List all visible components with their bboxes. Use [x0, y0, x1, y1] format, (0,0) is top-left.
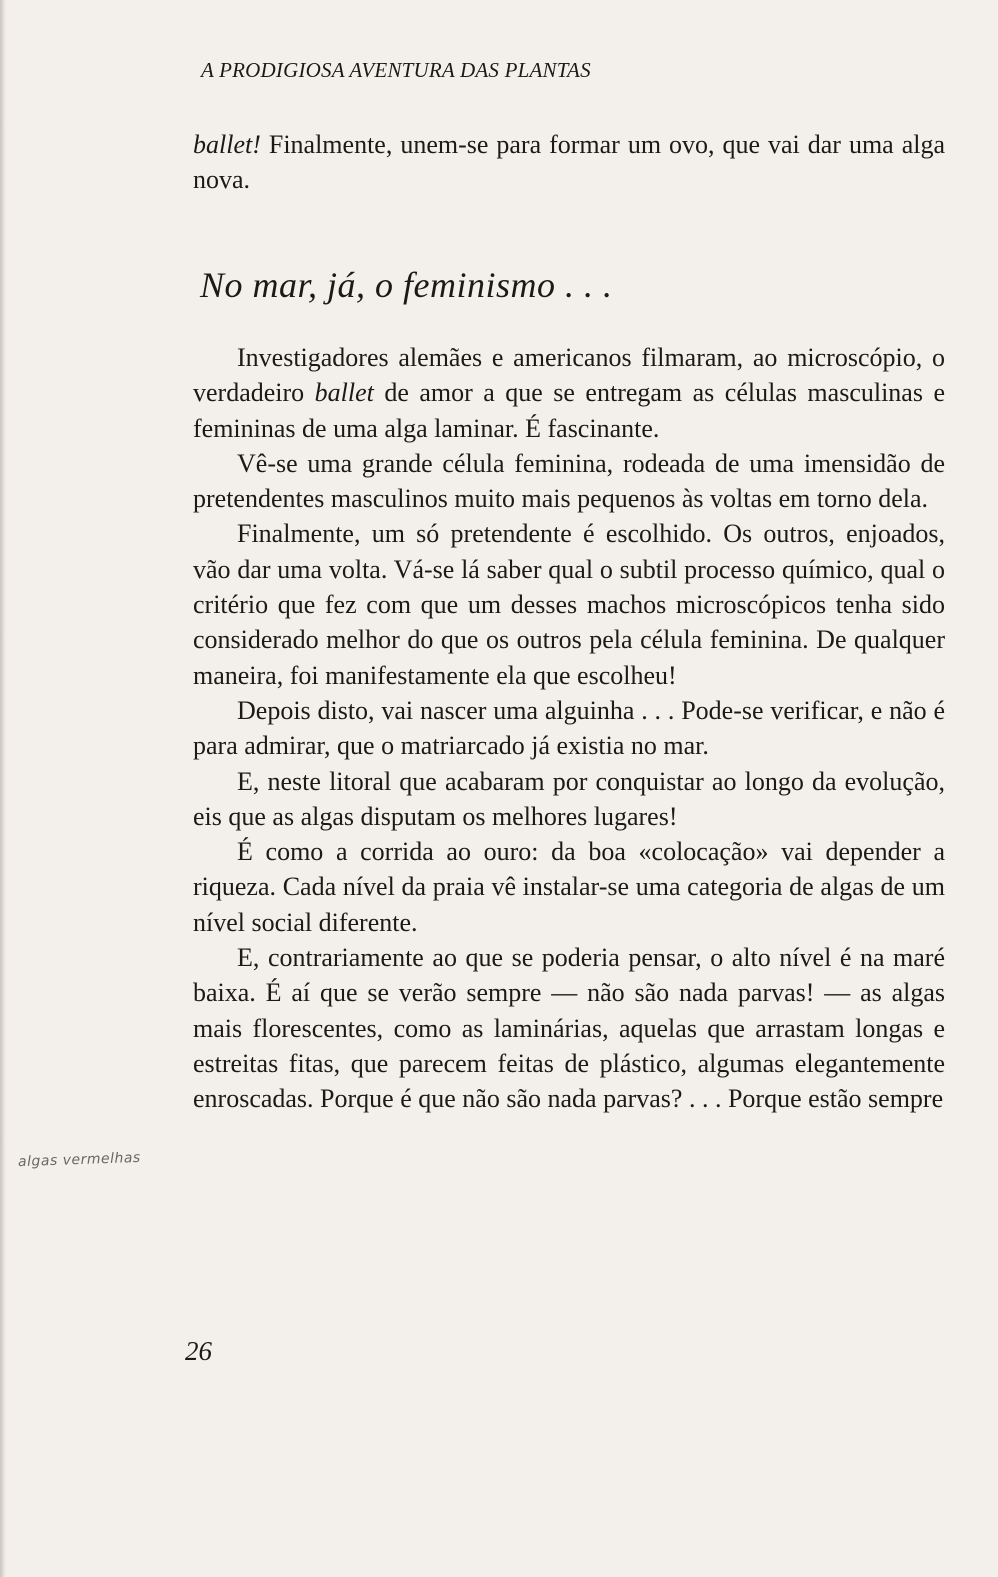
paragraph-5: E, neste litoral que acabaram por conquistar ao longo da evolução, eis que as algas disputam os melhores lugares! [193, 766, 945, 831]
page-number: 26 [185, 1336, 212, 1366]
paragraph-2: Vê-se uma grande célula feminina, rodeada de uma imensidão de pretendentes masculinos muito mais pequenos às voltas em torno dela. [193, 448, 945, 514]
paragraph-4: Depois disto, vai nascer uma alguinha . . . Pode-se verificar, e não é para admirar, que o matriarcado já existia no mar. [193, 695, 945, 761]
paragraph-1-italic: ballet [314, 378, 374, 408]
page-edge [0, 0, 6, 1577]
running-head: A PRODIGIOSA AVENTURA DAS PLANTAS [201, 58, 591, 82]
intro-italic: ballet! [193, 130, 261, 159]
body-text [193, 340, 945, 1117]
paragraph-3: Finalmente, um só pretendente é escolhido. Os outros, enjoados, vão dar uma volta. Vá-se lá saber qual o subtil processo químico, qual o critério que fez com que um desses machos microscópicos tenha sido considerado melhor do que os outros pela célula feminina. De qualquer maneira, foi manifestamente ela que escolheu! [193, 519, 945, 690]
section-heading: No mar, já, o feminismo . . . [200, 265, 613, 305]
handwritten-margin-note: algas vermelhas [17, 1149, 141, 1171]
paragraph-1-pre: Investigadores alemães e americanos filmaram, ao microscópio, o verdadeiro [193, 343, 945, 408]
intro-text: Finalmente, unem-se para formar um ovo, que vai dar uma alga nova. [193, 130, 945, 195]
paragraph-6: É como a corrida ao ouro: da boa «colocação» vai depender a riqueza. Cada nível da praia vê instalar-se uma categoria de algas de um nível social diferente. [193, 837, 945, 937]
paragraph-1 [193, 340, 945, 446]
intro-paragraph [193, 127, 945, 198]
paragraph-1-post: de amor a que se entregam as células masculinas e femininas de uma alga laminar. É fascinante. [193, 378, 945, 443]
paragraph-7: E, contrariamente ao que se poderia pensar, o alto nível é na maré baixa. É aí que se verão sempre — não são nada parvas! — as algas mais florescentes, como as laminárias, aquelas que arrastam longas e estreitas fitas, que parecem feitas de plástico, algumas elegantemente enroscadas. Porque é que não são nada parvas? . . . Porque estão sempre [193, 943, 945, 1114]
